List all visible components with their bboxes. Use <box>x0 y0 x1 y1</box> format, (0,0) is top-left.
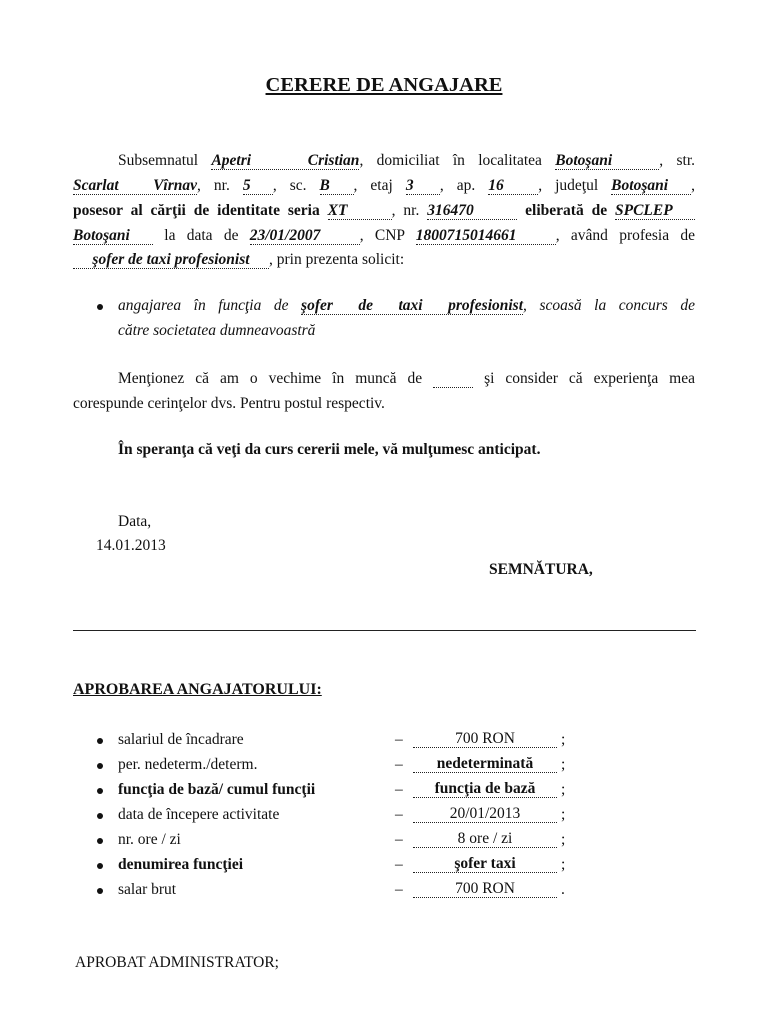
text-prin: , prin prezenta solicit: <box>269 251 405 268</box>
text-comma: , <box>691 177 696 194</box>
bullet-icon <box>97 863 103 869</box>
approval-row <box>118 756 578 778</box>
request-line-1 <box>118 297 695 315</box>
bullet-icon <box>97 304 103 310</box>
text-domiciliat: , domiciliat în localitatea <box>359 152 542 169</box>
approval-row <box>118 731 578 753</box>
closing-text: În speranţa că veţi da curs cererii mele, vă mulţumesc anticipat. <box>118 441 541 458</box>
field-locality: Botoşani <box>555 153 659 170</box>
field-position: şofer de taxi profesionist <box>301 297 524 314</box>
bullet-icon <box>97 738 103 744</box>
field-sc: B <box>320 178 354 195</box>
text-ap: , ap. <box>439 177 476 194</box>
approval-value: 700 RON <box>413 881 557 898</box>
approval-row <box>118 781 578 803</box>
approval-label: per. nedeterm./determ. <box>118 756 258 773</box>
approval-value: 8 ore / zi <box>413 831 557 848</box>
approval-end: ; <box>561 806 566 823</box>
text-mentionez: Menţionez că am o vechime în muncă de <box>118 370 423 387</box>
field-experience <box>433 371 473 388</box>
approval-dash: – <box>395 831 403 848</box>
approval-value: nedeterminată <box>413 756 557 773</box>
date-value: 14.01.2013 <box>96 537 166 554</box>
text-judetul: , judeţul <box>538 177 599 194</box>
paragraph-line-4 <box>73 227 695 245</box>
field-issue-date: 23/01/2007 <box>250 228 360 245</box>
approval-end: ; <box>561 731 566 748</box>
approval-end: ; <box>561 756 566 773</box>
text-eliberata: eliberată de <box>525 202 608 219</box>
admin-approval: APROBAT ADMINISTRATOR; <box>75 954 279 971</box>
text-avand: , având profesia de <box>555 227 696 244</box>
approval-dash: – <box>395 731 403 748</box>
experience-line-1 <box>118 370 695 388</box>
text-etaj: , etaj <box>353 177 393 194</box>
approval-row <box>118 806 578 828</box>
bullet-icon <box>97 888 103 894</box>
document-title: CERERE DE ANGAJARE <box>265 74 503 96</box>
field-ap: 16 <box>488 178 538 195</box>
experience-line-2: corespunde cerinţelor dvs. Pentru postul respectiv. <box>73 395 385 412</box>
field-issued-by-2: Botoşani <box>73 228 153 245</box>
bullet-icon <box>97 813 103 819</box>
approval-label: data de începere activitate <box>118 806 280 823</box>
paragraph-line-2 <box>73 177 695 195</box>
field-id-number: 316470 <box>427 203 517 220</box>
paragraph-line-1 <box>118 152 695 170</box>
approval-label: funcţia de bază/ cumul funcţii <box>118 781 316 798</box>
approval-label: salariul de încadrare <box>118 731 244 748</box>
bullet-icon <box>97 763 103 769</box>
approval-end: ; <box>561 856 566 873</box>
approval-dash: – <box>395 781 403 798</box>
approval-dash: – <box>395 756 403 773</box>
text-scoasa: , scoasă la concurs de <box>523 297 695 314</box>
approval-end: . <box>561 881 565 898</box>
approval-label: denumirea funcţiei <box>118 856 243 873</box>
approval-label: nr. ore / zi <box>118 831 181 848</box>
approval-end: ; <box>561 781 566 798</box>
approval-dash: – <box>395 856 403 873</box>
text-subsemnatul: Subsemnatul <box>118 152 199 169</box>
field-etaj: 3 <box>406 178 440 195</box>
text-sc: , sc. <box>272 177 307 194</box>
approval-row <box>118 881 578 903</box>
field-name: Apetri Cristian <box>211 152 360 169</box>
field-street: Scarlat Vîrnav <box>73 177 197 194</box>
approval-value: funcţia de bază <box>413 781 557 798</box>
bullet-icon <box>97 788 103 794</box>
text-nr2: , nr. <box>391 202 420 219</box>
approval-dash: – <box>395 806 403 823</box>
paragraph-line-5 <box>73 251 404 269</box>
field-nr: 5 <box>243 178 273 195</box>
approval-value: şofer taxi <box>413 856 557 873</box>
approval-dash: – <box>395 881 403 898</box>
approval-label: salar brut <box>118 881 177 898</box>
bullet-icon <box>97 838 103 844</box>
request-line-2: către societatea dumneavoastră <box>118 322 316 339</box>
signature-label: SEMNĂTURA, <box>489 561 593 578</box>
text-nr: , nr. <box>197 177 230 194</box>
approval-row <box>118 831 578 853</box>
paragraph-line-3 <box>73 202 695 220</box>
approval-value: 20/01/2013 <box>413 806 557 823</box>
text-cnp: , CNP <box>359 227 405 244</box>
approval-end: ; <box>561 831 566 848</box>
date-label: Data, <box>118 513 152 530</box>
approval-value: 700 RON <box>413 731 557 748</box>
field-id-series: XT <box>328 203 392 220</box>
approval-row <box>118 856 578 878</box>
field-profession: şofer de taxi profesionist <box>73 252 269 269</box>
text-posesor: posesor al cărţii de identitate seria <box>73 202 320 219</box>
approval-title: APROBAREA ANGAJATORULUI: <box>73 681 322 698</box>
text-la-data: la data de <box>164 227 239 244</box>
field-issued-by: SPCLEP <box>615 203 695 220</box>
text-str: , str. <box>659 152 695 169</box>
text-experienta: şi consider că experienţa mea <box>484 370 695 387</box>
divider <box>73 630 696 631</box>
field-cnp: 1800715014661 <box>416 228 556 245</box>
text-angajarea: angajarea în funcţia de <box>118 297 289 314</box>
field-county: Botoşani <box>611 178 691 195</box>
